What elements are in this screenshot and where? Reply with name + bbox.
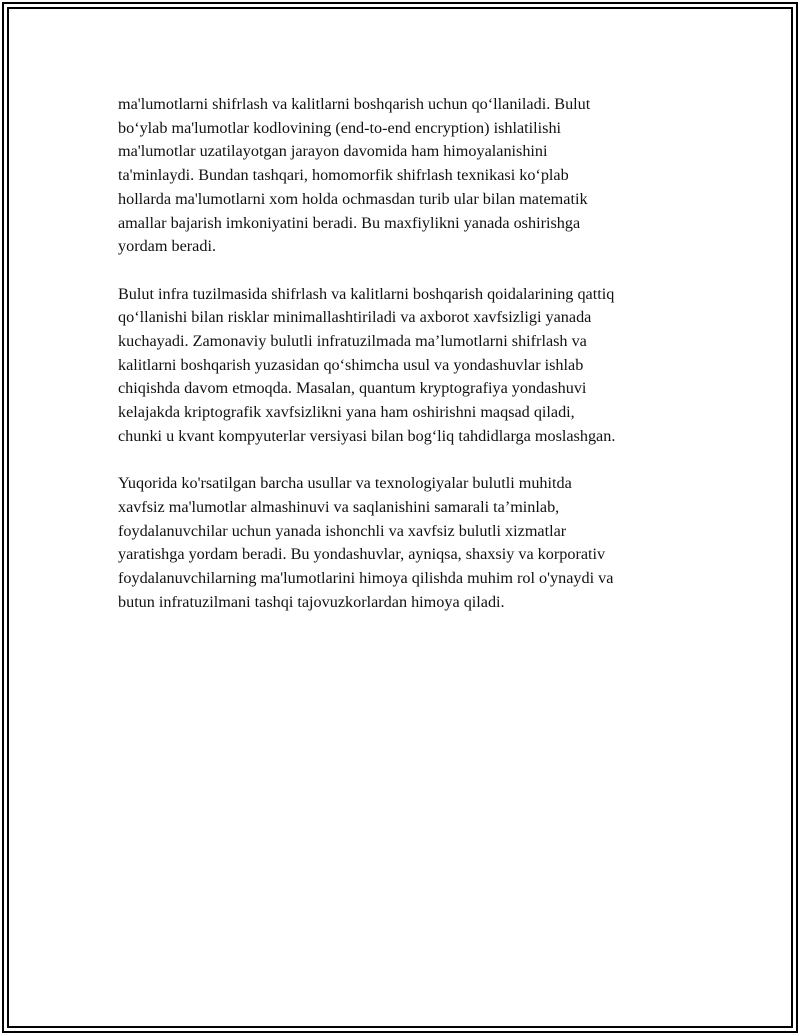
text-line: kalitlarni boshqarish yuzasidan qo‘shimcha usul va yondashuvlar ishlab <box>118 355 584 374</box>
paragraph-1 <box>118 93 698 259</box>
text-line: foydalanuvchilarning ma'lumotlarini himoya qilishda muhim rol o'ynaydi va <box>118 569 614 588</box>
text-line: qo‘llanishi bilan risklar minimallashtiriladi va axborot xavfsizligi yanada <box>118 308 592 327</box>
text-line: amallar bajarish imkoniyatini beradi. Bu maxfiylikni yanada oshirishga <box>118 213 581 232</box>
text-line: bo‘ylab ma'lumotlar kodlovining (end-to-end encryption) ishlatilishi <box>118 118 562 137</box>
paragraph-2 <box>118 283 698 449</box>
document-body <box>118 93 698 638</box>
text-line: hollarda ma'lumotlarni xom holda ochmasdan turib ular bilan matematik <box>118 189 588 208</box>
text-line: chunki u kvant kompyuterlar versiyasi bilan bog‘liq tahdidlarga moslashgan. <box>118 426 616 445</box>
text-line: Yuqorida ko'rsatilgan barcha usullar va texnologiyalar bulutli muhitda <box>118 474 572 493</box>
text-line: yaratishga yordam beradi. Bu yondashuvlar, ayniqsa, shaxsiy va korporativ <box>118 545 606 564</box>
text-line: xavfsiz ma'lumotlar almashinuvi va saqlanishini samarali ta’minlab, <box>118 497 560 516</box>
text-line: butun infratuzilmani tashqi tajovuzkorlardan himoya qiladi. <box>118 592 505 611</box>
text-line: kuchayadi. Zamonaviy bulutli infratuzilmada ma’lumotlarni shifrlash va <box>118 332 587 351</box>
text-line: chiqishda davom etmoqda. Masalan, quantum kryptografiya yondashuvi <box>118 379 587 398</box>
text-line: foydalanuvchilar uchun yanada ishonchli va xavfsiz bulutli xizmatlar <box>118 521 567 540</box>
text-line: ta'minlaydi. Bundan tashqari, homomorfik shifrlash texnikasi ko‘plab <box>118 166 569 185</box>
text-line: ma'lumotlarni shifrlash va kalitlarni boshqarish uchun qo‘llaniladi. Bulut <box>118 95 591 113</box>
text-line: yordam beradi. <box>118 237 216 256</box>
text-line: ma'lumotlar uzatilayotgan jarayon davomida ham himoyalanishini <box>118 142 548 161</box>
text-line: kelajakda kriptografik xavfsizlikni yana ham oshirishni maqsad qiladi, <box>118 403 575 422</box>
text-line: Bulut infra tuzilmasida shifrlash va kalitlarni boshqarish qoidalarining qattiq <box>118 284 615 303</box>
paragraph-3 <box>118 472 698 614</box>
